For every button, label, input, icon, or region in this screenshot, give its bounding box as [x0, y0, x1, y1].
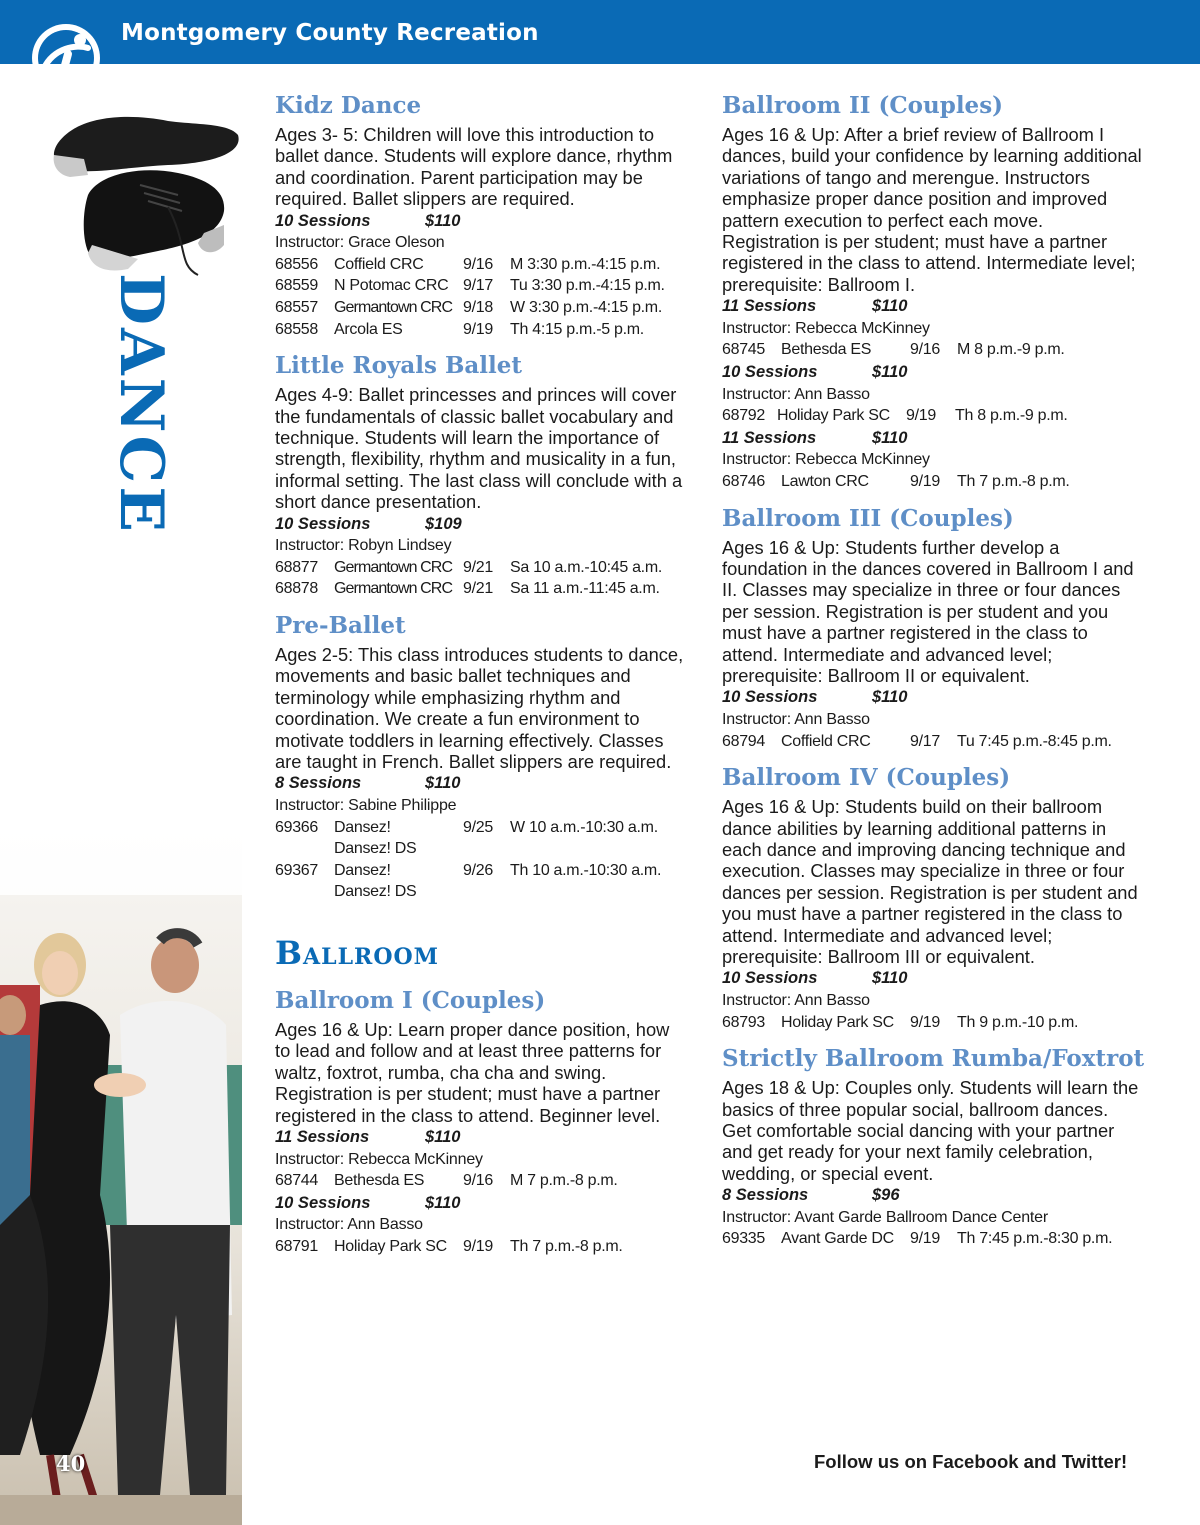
class-row: 68791 Holiday Park SC 9/19 Th 7 p.m.-8 p.m. — [275, 1238, 623, 1255]
price: $110 — [425, 1128, 461, 1147]
page-number: 40 — [56, 1451, 86, 1476]
course-description: Ages 3- 5: Children will love this introduction to ballet dance. Students will explore dance, rhythm and coordination. Parent participation may be required. Ballet slippers are required. — [275, 124, 673, 210]
price: $110 — [425, 211, 461, 230]
session-info: 10 Sessions $110 — [722, 968, 1142, 990]
price: $110 — [872, 297, 908, 316]
left-column — [275, 88, 687, 1266]
class-row: Dansez! DS — [334, 883, 417, 901]
course-description: Ages 16 & Up: Students further develop a foundation in the dances covered in Ballroom I and II. Classes may specialize in three or four dances per session. Registration is per student and you must have a partner registered in the class to attend. Intermediate and advanced level; prerequisite: Ballroom II or equivalent. — [722, 536, 1134, 687]
instructor: Instructor: Ann Basso — [722, 385, 870, 403]
class-row: 68556 Coffield CRC 9/16 M 3:30 p.m.-4:15 p.m. — [275, 255, 661, 273]
instructor: Instructor: Rebecca McKinney — [722, 451, 930, 469]
class-row: 68744 Bethesda ES 9/16 M 7 p.m.-8 p.m. — [275, 1172, 618, 1190]
course-little-royals-ballet — [275, 348, 687, 600]
course-strictly-ballroom — [722, 1041, 1145, 1250]
instructor: Instructor: Ann Basso — [722, 711, 870, 729]
course-title: Kidz Dance — [275, 92, 422, 119]
course-description: Ages 2-5: This class introduces students to dance, movements and basic ballet techniques and terminology while emphasizing rhythm and coordination. We create a fun environment to motivate toddlers in learning effectively. Classes are taught in French. Ballet slippers are required. — [275, 644, 684, 773]
instructor: Instructor: Rebecca McKinney — [722, 319, 930, 337]
course-ballroom-2 — [722, 88, 1142, 493]
price: $110 — [872, 428, 908, 447]
class-row: 68792 Holiday Park SC 9/19 Th 8 p.m.-9 p.m. — [722, 407, 1068, 425]
course-title: Little Royals Ballet — [275, 352, 523, 380]
class-row: 69335 Avant Garde DC 9/19 Th 7:45 p.m.-8:30 p.m. — [722, 1230, 1113, 1248]
price: $109 — [425, 514, 462, 533]
ballroom-couple-photo — [0, 895, 242, 1525]
class-row: 68557 Germantown CRC 9/18 W 3:30 p.m.-4:15 p.m. — [275, 299, 662, 316]
class-row: 68877 Germantown CRC 9/21 Sa 10 a.m.-10:45 a.m. — [275, 558, 663, 576]
price: $110 — [872, 363, 908, 382]
course-pre-ballet — [275, 608, 687, 903]
instructor: Instructor: Ann Basso — [722, 992, 870, 1010]
course-title: Strictly Ballroom Rumba/Foxtrot — [722, 1045, 1145, 1073]
session-info: 10 Sessions $110 — [275, 211, 687, 233]
course-description: Ages 4-9: Ballet princesses and princes will cover the fundamentals of classic ballet vocabulary and technique. Students will learn the importance of strength, flexibility, rhythm and musicality in a fun, informal setting. The last class will conclude with a short dance presentation. — [275, 384, 683, 513]
class-row: 68559 N Potomac CRC 9/17 Tu 3:30 p.m.-4:15 p.m. — [275, 277, 665, 295]
course-ballroom-3 — [722, 501, 1142, 753]
course-title: Ballroom III (Couples) — [722, 504, 1014, 532]
price: $110 — [425, 1193, 461, 1212]
price: $110 — [425, 774, 461, 793]
instructor: Instructor: Sabine Philippe — [275, 797, 457, 815]
right-column — [722, 88, 1145, 1258]
course-description: Ages 16 & Up: Learn proper dance position, how to lead and follow and at least three patterns for waltz, foxtrot, rumba, cha cha and swing. Registration is per student; must have a partner registered in the class to attend. Beginner level. — [275, 1019, 670, 1126]
session-info: 10 Sessions $109 — [275, 514, 687, 536]
session-info: 11 Sessions $110 — [722, 428, 1142, 450]
course-description: Ages 18 & Up: Couples only. Students will learn the basics of three popular social, ballroom dances. Get comfortable social dancing with your partner and get ready for your next family celebration, wedding, or special event. — [722, 1077, 1139, 1184]
header-title: Montgomery County Recreation — [121, 20, 539, 46]
session-info: 8 Sessions $96 — [722, 1185, 1142, 1207]
instructor: Instructor: Robyn Lindsey — [275, 537, 452, 555]
session-info: 10 Sessions $110 — [722, 687, 1142, 709]
class-row: 69366 Dansez! 9/25 W 10 a.m.-10:30 a.m. — [275, 818, 658, 836]
session-info: 11 Sessions $110 — [275, 1127, 687, 1149]
instructor: Instructor: Rebecca McKinney — [275, 1150, 483, 1168]
tap-shoes-image — [48, 95, 244, 285]
course-title: Pre-Ballet — [275, 612, 406, 639]
course-ballroom-4 — [722, 760, 1142, 1033]
course-ballroom-1 — [275, 983, 687, 1258]
instructor: Instructor: Ann Basso — [275, 1216, 423, 1234]
class-row: Dansez! DS — [334, 840, 417, 858]
course-kidz-dance — [275, 88, 687, 340]
instructor: Instructor: Avant Garde Ballroom Dance Center — [722, 1208, 1048, 1226]
class-row: 68793 Holiday Park SC 9/19 Th 9 p.m.-10 p.m. — [722, 1013, 1079, 1031]
price: $96 — [872, 1186, 900, 1205]
class-row: 68878 Germantown CRC 9/21 Sa 11 a.m.-11:45 a.m. — [275, 580, 660, 598]
class-row: 68746 Lawton CRC 9/19 Th 7 p.m.-8 p.m. — [722, 473, 1070, 490]
instructor: Instructor: Grace Oleson — [275, 234, 445, 252]
course-description: Ages 16 & Up: After a brief review of Ballroom I dances, build your confidence by learning additional variations of tango and merengue. Instructors emphasize proper dance position and improved pattern execution to perfect each move. Registration is per student; must have a partner registered in the class to attend. Intermediate level; prerequisite: Ballroom I. — [722, 124, 1142, 295]
course-title: Ballroom II (Couples) — [722, 92, 1004, 119]
price: $110 — [872, 969, 908, 988]
footer-social-text: Follow us on Facebook and Twitter! — [814, 1451, 1128, 1472]
class-row: 68745 Bethesda ES 9/16 M 8 p.m.-9 p.m. — [722, 341, 1065, 359]
session-info: 10 Sessions $110 — [275, 1193, 687, 1215]
course-title: Ballroom I (Couples) — [275, 987, 546, 1014]
session-info: 11 Sessions $110 — [722, 296, 1142, 318]
class-row: 68558 Arcola ES 9/19 Th 4:15 p.m.-5 p.m. — [275, 320, 644, 338]
class-row: 69367 Dansez! 9/26 Th 10 a.m.-10:30 a.m. — [275, 861, 662, 879]
price: $110 — [872, 688, 908, 707]
section-heading-ballroom: Ballroom — [275, 934, 440, 972]
session-info: 8 Sessions $110 — [275, 773, 687, 795]
course-description: Ages 16 & Up: Students build on their ballroom dance abilities by learning additional patterns in each dance and improving dancing technique and execution. Classes may specialize in three or four dances per session. Registration is per student and you must have a partner registered in the class to attend. Intermediate and advanced level; prerequisite: Ballroom III or equivalent. — [722, 796, 1138, 968]
course-title: Ballroom IV (Couples) — [722, 764, 1011, 792]
class-row: 68794 Coffield CRC 9/17 Tu 7:45 p.m.-8:45 p.m. — [722, 732, 1112, 750]
session-info: 10 Sessions $110 — [722, 362, 1142, 384]
